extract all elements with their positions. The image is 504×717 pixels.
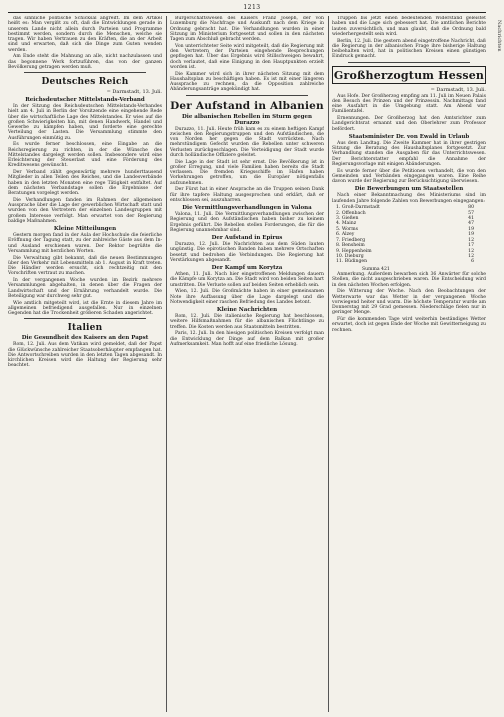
article-paragraph: Die Verhandlungen fanden im Rahmen der allgemeinen Aussprache über die Lage der gewerblichen Wirtschaft statt und wurden von den Vertretern der einzelnen Landesgruppen mit großem Interesse verfolgt. Man erwartet von der Regierung baldige Maßnahmen.	[8, 197, 162, 224]
list-item-label: 4. Mainz	[336, 221, 357, 227]
article-paragraph: Aus dem Landtag. Die Zweite Kammer hat in ihrer gestrigen Sitzung die Beratung des Haushaltsplanes fortgesetzt. Zur Verhandlung standen die Ausgaben für das Unterrichtswesen. Der Berichterstatter empfahl die Annahme der Regierungsvorlage mit einigen Abänderungen.	[332, 140, 486, 167]
article-headline: Der Kampf um Korytza	[211, 265, 283, 271]
article-paragraph: Am Ende steht die Mahnung an alle, nicht nachzulassen und das begonnene Werk fortzuführen, das von der ganzen Bevölkerung getragen werden muß.	[8, 54, 162, 70]
article-paragraph: Ernennungen. Der Großherzog hat den Amtsrichter zum Landgerichtsrat ernannt und den Oberlehrer zum Professor befördert.	[332, 116, 486, 132]
article-headline: Die Bewerbungen um Staatsstellen	[354, 186, 464, 193]
column-rule	[328, 16, 329, 712]
article-headline: Die albanischen Rebellen im Sturm gegen Durazzo	[182, 113, 312, 126]
article-paragraph: Athen, 11. Juli. Nach hier eingetroffenen Meldungen dauern die Kämpfe um Korytza an. Die Stadt wird von beiden Seiten hart umstritten. Die Verluste sollen auf beiden Seiten erheblich sein.	[170, 272, 324, 288]
article-paragraph: Für die kommenden Tage wird weiterhin beständiges Wetter erwartet, doch ist gegen Ende der Woche mit Gewitterneigung zu rechnen.	[332, 317, 486, 333]
article-headline: Reichsdeutscher Mittelstands-Verband	[25, 97, 145, 103]
article-paragraph: Die Verwaltung gibt bekannt, daß die neuen Bestimmungen über den Verkehr mit Lebensmitteln ab 1. August in Kraft treten. Die Händler werden ersucht, sich rechtzeitig mit den Vorschriften vertraut zu machen.	[8, 255, 162, 277]
section-separator	[24, 318, 146, 319]
article-paragraph: Paris, 12. Juli. In den hiesigen politischen Kreisen verfolgt man die Entwicklung der Dinge auf dem Balkan mit großer Aufmerksamkeit. Man hofft auf eine friedliche Lösung.	[170, 331, 324, 347]
article-paragraph: In der Sitzung des Reichsdeutschen Mittelstands-Verbandes hielt am 4. Juli in Berlin der Vorsitzende eine eingehende Rede über die wirtschaftliche Lage des Mittelstandes. Er wies auf die großen Schwierigkeiten hin, mit denen Handwerk, Handel und Gewerbe zu kämpfen haben, und forderte eine gerechte Verteilung der Lasten. Die Versammlung stimmte den Ausführungen einmütig zu.	[8, 104, 162, 141]
article-paragraph: Die Kammer wird sich in ihrer nächsten Sitzung mit dem Haushaltsplan zu beschäftigen haben. Es ist mit einer längeren Aussprache zu rechnen, da die Opposition zahlreiche Abänderungsanträge angekündigt hat.	[170, 71, 324, 93]
header-rule	[8, 12, 486, 13]
article-paragraph: Der Fürst hat in einer Ansprache an die Truppen seinen Dank für ihre tapfere Haltung ausgesprochen und erklärt, daß er entschlossen sei, auszuharren.	[170, 187, 324, 203]
article-paragraph: Truppen bis jetzt einen bedeutenden Widerstand geleistet haben und die Lage sich gebessert hat. Die amtlichen Berichte lauten zuversichtlich, und man glaubt, daß die Ordnung bald wiederhergestellt sein wird.	[332, 16, 486, 37]
list-item-label: 11. Büdingen	[336, 259, 368, 265]
column-1	[8, 16, 162, 712]
article-paragraph: Durazzo, 12. Juli. Die Nachrichten aus dem Süden lauten ungünstig. Die epirotischen Banden haben mehrere Ortschaften besetzt und bedrohen die Verbindungen. Die Regierung hat Verstärkungen abgesandt.	[170, 242, 324, 263]
column-rule	[166, 16, 167, 712]
newspaper-columns	[8, 16, 486, 712]
section-heading: Der Aufstand in Albanien	[170, 99, 324, 112]
article-paragraph: Anmerkung. Außerdem bewarben sich 36 Anwärter für solche Stellen, die nicht ausgeschrieben waren. Die Entscheidung wird in den nächsten Wochen erfolgen.	[332, 272, 486, 288]
article-paragraph: das sinnliche politische Schicksal angreift. Im dem Artikel heißt es: Man vergißt zu oft, daß die Entwicklungen gerade in unserem Lande nicht allein durch Parteien und Programme bestimmt werden, sondern durch die Menschen, welche sie tragen. Wir haben Vertrauen zu den Kräften, die an der Arbeit sind und erwarten, daß sich die Dinge zum Guten wenden werden.	[8, 16, 162, 53]
column-3	[332, 16, 486, 712]
article-paragraph: Es wurde ferner über die Petitionen verhandelt, die von den Gemeinden und Verbänden eingegangen waren. Eine Reihe davon wurde der Regierung zur Berücksichtigung überwiesen.	[332, 168, 486, 184]
article-paragraph: Gestern morgen fand in der Aula der Hochschule die feierliche Eröffnung der Tagung statt, zu der zahlreiche Gäste aus dem In- und Ausland erschienen waren. Der Rektor begrüßte die Versammlung mit herzlichen Worten.	[8, 233, 162, 254]
dateline: = Darmstadt, 13. Juli.	[106, 89, 162, 95]
list-item-value: 19	[468, 226, 474, 232]
section-heading-box	[332, 66, 486, 84]
list-item-label: 2. Offenbach	[336, 210, 366, 216]
article-paragraph: Rom, 12. Juli. Aus dem Vatikan wird gemeldet, daß der Papst die Glückwünsche zahlreicher Staatsoberhäupter empfangen hat. Die Antwortschreiben wurden in den letzten Tagen abgesandt. In kirchlichen Kreisen wird die Haltung der Regierung sehr beachtet.	[8, 342, 162, 369]
list-item-value: 12	[468, 253, 474, 259]
article-paragraph: Es wurde ferner beschlossen, eine Eingabe an die Reichsregierung zu richten, in der die Wünsche des Mittelstandes dargelegt werden sollen. Insbesondere wird eine Erleichterung der Steuerlast und eine Förderung des Kreditwesens gewünscht.	[8, 142, 162, 169]
list-item-value: 12	[468, 237, 474, 243]
article-headline: Die Vermittlungsverhandlungen in Valona	[182, 205, 312, 211]
section-heading: Großherzogtum Hessen	[333, 68, 485, 82]
article-paragraph: Berlin, 12. Juli. Die gestern abend eingetroffene Nachricht, daß die Regierung in der albanischen Frage ihre bisherige Haltung beibehalten wird, hat in politischen Kreisen einen günstigen Eindruck gemacht.	[332, 38, 486, 60]
section-separator	[348, 62, 470, 63]
page-number: 1213	[243, 4, 261, 11]
article-headline: Staatsminister Dr. von Ewald in Urlaub	[348, 133, 470, 140]
list-item-label: 10. Dieburg	[336, 253, 364, 259]
list-total: Summa 421	[362, 266, 390, 272]
article-paragraph: Bürgerschaftswesen des Kaisers Franz Joseph, der von Luxemburg die Nachfrage und Auskunft nach dem Kriege in Ordnung gebracht hat. Die Verhandlungen wurden in einer Sitzung im Ministerium fortgesetzt und sollen in den nächsten Tagen zum Abschluß gebracht werden.	[170, 16, 324, 42]
article-paragraph: Die Lage in der Stadt ist sehr ernst. Die Bevölkerung ist in großer Erregung, und viele Familien haben bereits die Stadt verlassen. Die fremden Kriegsschiffe im Hafen haben Vorkehrungen getroffen, um die Europäer nötigenfalls aufzunehmen.	[170, 159, 324, 186]
list-item-value: 12	[468, 248, 474, 254]
section-heading: Italien	[67, 323, 103, 334]
article-paragraph: Wie amtlich mitgeteilt wird, ist die Ernte in diesem Jahre im allgemeinen befriedigend ausgefallen. Nur in einzelnen Gegenden hat die Trockenheit größeren Schaden angerichtet.	[8, 300, 162, 316]
article-headline: Die Gesundheit des Kaisers an den Papst	[21, 335, 149, 342]
margin-text: Nachrichten	[496, 20, 502, 52]
list-item-label: 7. Friedberg	[336, 237, 366, 243]
statistics-list	[336, 205, 486, 264]
section-separator	[186, 95, 308, 96]
article-headline: Der Aufstand in Epirus	[211, 235, 283, 241]
article-headline: Kleine Nachrichten	[216, 307, 278, 313]
list-item-label: 9. Heppenheim	[336, 248, 372, 254]
list-item-label: 3. Gießen	[336, 216, 359, 222]
list-item-value: 41	[468, 216, 474, 222]
list-item-label: 5. Worms	[336, 226, 358, 232]
list-item-value: 17	[468, 243, 474, 249]
section-separator	[24, 72, 146, 73]
article-paragraph: In der vergangenen Woche wurden im Bezirk mehrere Versammlungen abgehalten, in denen über die Fragen der Landwirtschaft und der Ernährung verhandelt wurde. Die Beteiligung war durchweg sehr gut.	[8, 278, 162, 299]
article-paragraph: Die Witterung der Woche. Nach den Beobachtungen der Wetterwarte war das Wetter in der vergangenen Woche vorwiegend heiter und warm. Die höchste Temperatur wurde am Donnerstag mit 29 Grad gemessen. Niederschläge fielen nur in geringer Menge.	[332, 289, 486, 316]
list-item	[336, 259, 486, 264]
section-heading: Deutsches Reich	[41, 77, 129, 87]
article-headline: Kleine Mitteilungen	[53, 226, 117, 232]
article-paragraph: Valona, 11. Juli. Die Vermittlungsverhandlungen zwischen der Regierung und den Aufständischen haben bisher zu keinem Ergebnis geführt. Die Rebellen stellen Forderungen, die für die Regierung unannehmbar sind.	[170, 212, 324, 233]
article-paragraph: Nach einer Bekanntmachung des Ministeriums sind im laufenden Jahre folgende Zahlen von Bewerbungen eingegangen:	[332, 193, 486, 204]
article-paragraph: Von unterrichteter Seite wird mitgeteilt, daß die Regierung mit den Vertretern der Parteien eingehende Besprechungen gepflogen hat. Über das Ergebnis wird Stillschweigen bewahrt, doch verlautet, daß eine Einigung in den Hauptpunkten erzielt worden ist.	[170, 43, 324, 70]
list-item-label: 8. Bensheim	[336, 243, 365, 249]
list-item-label: 6. Alzey	[336, 232, 355, 238]
article-paragraph: Durazzo, 11. Juli. Heute früh kam es zu einem heftigen Kampf zwischen den Regierungstruppen und den Aufständischen, die von Norden her gegen die Stadt vorrückten. Nach mehrstündigem Gefecht wurden die Rebellen unter schweren Verlusten zurückgeschlagen. Die Verteidigung der Stadt wurde durch holländische Offiziere geleitet.	[170, 126, 324, 158]
list-item-value: 57	[468, 210, 474, 216]
article-paragraph: Der Verband zählt gegenwärtig mehrere hunderttausend Mitglieder in allen Teilen des Reiches, und die Landesverbände haben in den letzten Monaten eine rege Tätigkeit entfaltet. Auf dem nächsten Verbandstage sollen die Ergebnisse der Beratungen vorgelegt werden.	[8, 170, 162, 196]
dateline: = Darmstadt, 13. Juli.	[430, 86, 486, 93]
list-item-value: 80	[468, 205, 474, 211]
list-item-label: 1. Groß-Darmstadt	[336, 205, 380, 211]
article-paragraph: Rom, 12. Juli. Die italienische Regierung hat beschlossen, weitere Hilfsmaßnahmen für die albanischen Flüchtlinge zu treffen. Die Kosten werden aus Staatsmitteln bestritten.	[170, 314, 324, 330]
column-2	[170, 16, 324, 712]
list-item-value: 47	[468, 221, 474, 227]
article-paragraph: Wien, 12. Juli. Die Großmächte haben in einer gemeinsamen Note ihre Auffassung über die Lage dargelegt und die Notwendigkeit einer raschen Befriedung des Landes betont.	[170, 289, 324, 305]
list-item-value: 6	[471, 259, 474, 265]
list-item-value: 19	[468, 232, 474, 238]
article-paragraph: Aus Hofe. Der Großherzog empfing am 11. Juli im Neuen Palais den Besuch des Prinzen und der Prinzessin. Nachmittags fand eine Ausfahrt in die Umgebung statt. Am Abend war Familientafel.	[332, 93, 486, 115]
